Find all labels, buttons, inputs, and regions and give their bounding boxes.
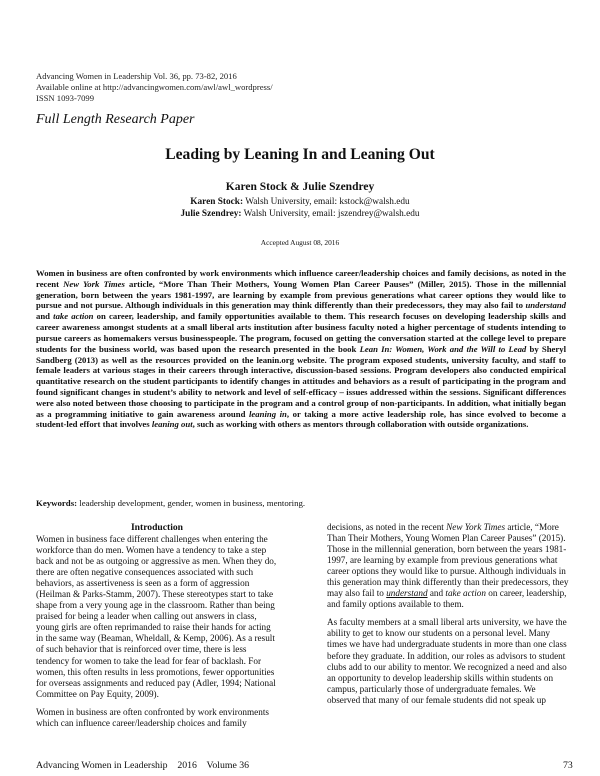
- affiliation-stock: [0, 197, 600, 207]
- paper-type: Full Length Research Paper: [36, 112, 195, 127]
- left-column: [36, 522, 278, 736]
- body-paragraph: [327, 522, 569, 610]
- abstract-emphasis: New York Times: [63, 278, 125, 289]
- affiliation-name: Julie Szendrey:: [180, 209, 242, 219]
- issn-line: ISSN 1093-7099: [36, 93, 95, 103]
- abstract-emphasis: leaning out: [151, 419, 193, 430]
- affiliation-detail: Walsh University, email: kstock@walsh.edu: [243, 197, 410, 207]
- affiliation-szendrey: [0, 209, 600, 219]
- section-heading-introduction: Introduction: [130, 522, 184, 533]
- journal-citation: Advancing Women in Leadership Vol. 36, pp. 73-82, 2016: [36, 71, 237, 81]
- abstract: [36, 268, 566, 430]
- right-column: [327, 522, 569, 713]
- abstract-emphasis: take action: [53, 311, 94, 322]
- body-emphasis: understand: [386, 588, 428, 599]
- abstract-emphasis: understand: [525, 300, 566, 311]
- accepted-date: Accepted August 08, 2016: [260, 238, 340, 247]
- body-paragraph: As faculty members at a small liberal arts university, we have the ability to get to know our students on a personal level. Many times we have had undergraduate students in more than one class before they graduate. In addition, our roles as advisors to student clubs add to our ability to mentor. We recognized a need and also an opportunity to develop leadership skills within students on campus, particularly those of undergraduate females. We observed that many of our female students did not speak up: [327, 617, 567, 705]
- body-emphasis: take action: [445, 588, 486, 599]
- abstract-book-title: Lean In: Women, Work and the Will to Lead: [359, 343, 527, 354]
- abstract-text: and: [36, 311, 54, 322]
- affiliation-name: Karen Stock:: [190, 197, 244, 207]
- authors: Karen Stock & Julie Szendrey: [225, 181, 375, 193]
- body-text: and: [427, 588, 446, 599]
- body-text: on career, leadership, and family options available to them.: [327, 588, 567, 610]
- keywords-label: Keywords:: [36, 498, 78, 508]
- body-paragraph: Women in business face different challenges when entering the workforce than do men. Women have a tendency to take a step back and not be as outgoing or aggressive as men. When they do, there are often negative consequences associated with such behaviors, as assertiveness is seen as a form of aggression (Heilman & Parks-Stamm, 2007). These stereotypes start to take shape from a very young age in the classroom. Rather than being praised for being a leader when calling out answers in class, young girls are often reprimanded to raise their hands for acting in the same way (Beaman, Wheldall, & Kemp, 2006). As a result of such behavior that is reinforced over time, there is less tendency for women to take the lead for fear of backlash. For women, this often results in less promotions, fewer opportunities for overseas assignments and reduced pay (Adler, 1994; National Committee on Pay Equity, 2009).: [36, 534, 277, 699]
- abstract-emphasis: leaning in: [249, 408, 287, 419]
- body-text: decisions, as noted in the recent: [327, 522, 447, 532]
- abstract-text: , such as working with others as mentors through collaboration with outside organizations.: [192, 419, 529, 430]
- page-footer: Advancing Women in Leadership 2016 Volume 36: [36, 760, 250, 771]
- journal-header: [36, 71, 273, 104]
- keywords-text: leadership development, gender, women in business, mentoring.: [77, 498, 306, 508]
- body-emphasis: New York Times: [446, 522, 506, 532]
- paper-title: Leading by Leaning In and Leaning Out: [165, 146, 435, 163]
- available-online-line[interactable]: Available online at http://advancingwomen.com/awl/awl_wordpress/: [36, 82, 273, 92]
- abstract-text: on career, leadership, and family opportunities available to them. This research focuses on developing leadership skills and career awareness amongst students at a small liberal arts institution after business faculty noted a higher percentage of students intending to pursue careers as homemakers versus businesspeople. The program, focused on getting the conversation started at the college level to prepare students for the business world, was based upon the research presented in the book: [36, 311, 566, 354]
- body-text: article, “More Than Their Mothers, Young Women Plan Career Pauses” (2015). Those in the millennial generation, born between the years 1981-1997, are learning by example from previous generations what career options they would like to pursue. Although individuals in this generation may think differently than their predecessors, they may also fail to: [327, 522, 569, 599]
- abstract-text: , or taking a more active leadership role, has since evolved to become a student-led effort that involves: [36, 408, 566, 430]
- keywords: [36, 498, 305, 508]
- body-paragraph: Women in business are often confronted by work environments which can influence career/leadership choices and family: [36, 706, 269, 728]
- abstract-text: by Sheryl Sandberg (2013) as well as the resources provided on the leanin.org website. The program exposed students, university faculty, and staff to female leaders at various stages in their careers through interactive, discussion-based sessions. Program developers also conducted empirical quantitative research on the student participants to identify changes in attitudes and behaviors as a result of participating in the program and found significant changes in student’s ability to network and level of self-efficacy – issues addressed within the sessions. Significant differences were also noted between those choosing to participate in the program and a control group of non-participants. In addition, what initially began as a programming initiative to gain awareness around: [36, 343, 567, 419]
- page-number: 73: [563, 760, 573, 771]
- abstract-text: Women in business are often confronted by work environments which influence career/leadership choices and family decisions, as noted in the recent: [36, 268, 566, 289]
- affiliation-detail: Walsh University, email: jszendrey@walsh.edu: [241, 209, 420, 219]
- abstract-text: article, “More Than Their Mothers, Young Women Plan Career Pauses” (Miller, 2015). Those in the millennial generation, born between the years 1981-1997, are learning by example from previous generations what career options they would like to pursue and not pursue. Although individuals in this generation may think differently than their predecessors, they may also fail to: [36, 278, 566, 311]
